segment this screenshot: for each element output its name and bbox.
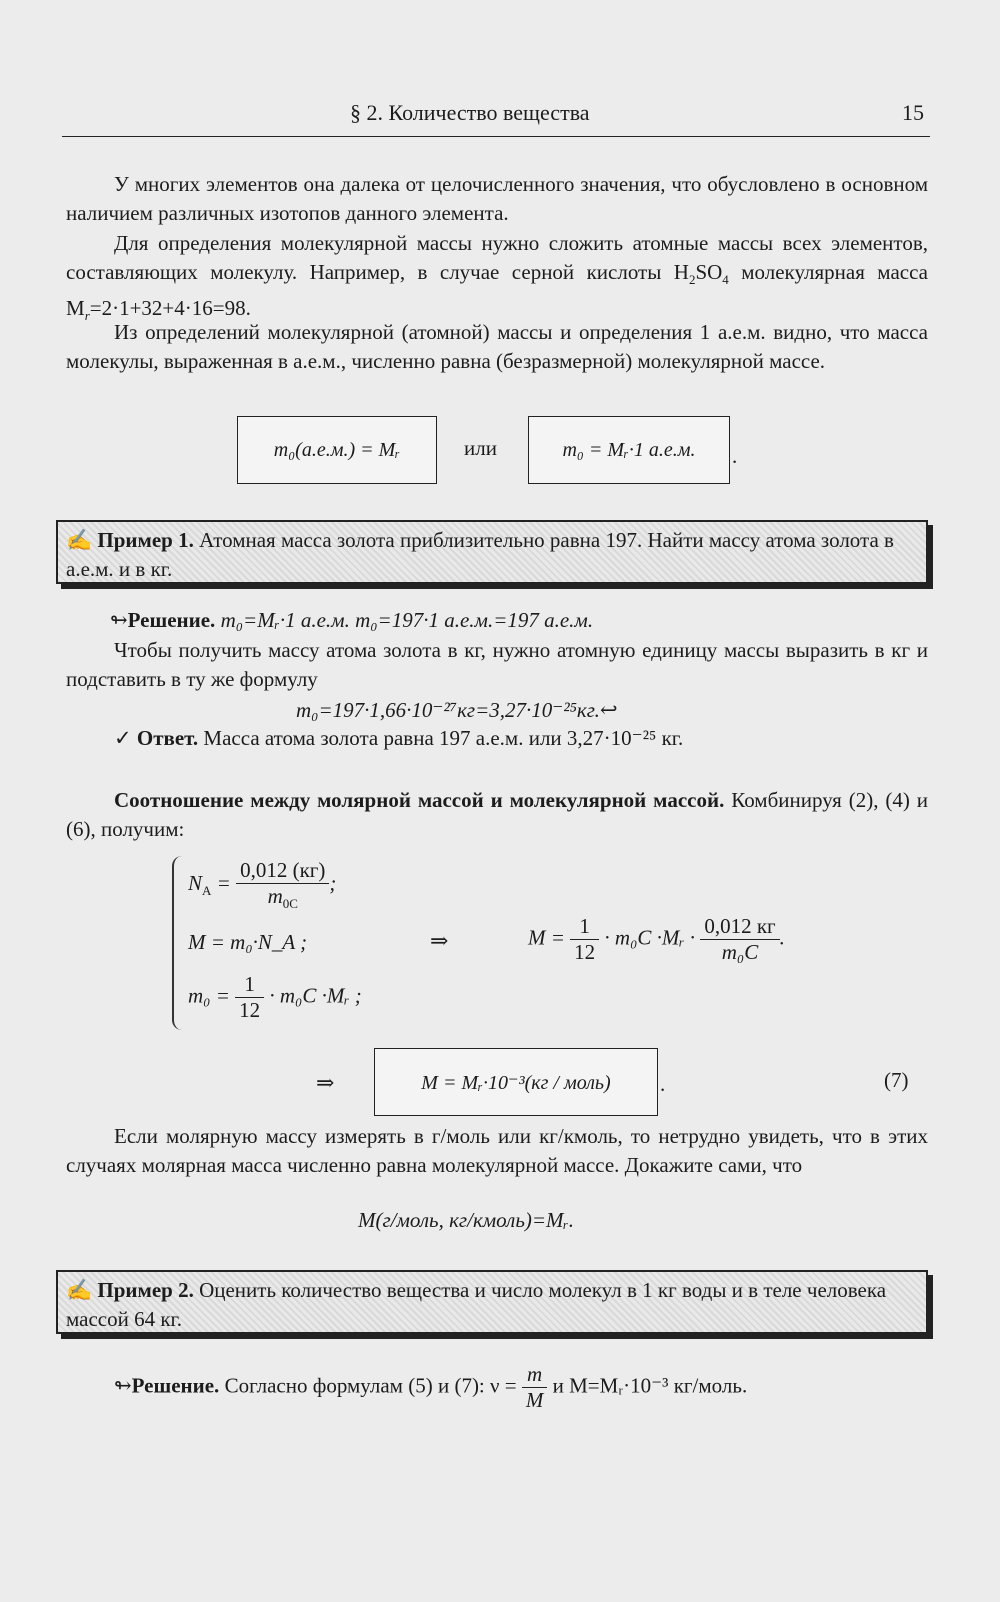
header-rule [62, 136, 930, 137]
paragraph-units: Если молярную массу измерять в г/моль или кг/кмоль, то нетрудно увидеть, что в этих случаях молярная масса численно равна молекулярной массе. Докажите сами, что [66, 1124, 928, 1177]
page-number: 15 [902, 100, 924, 125]
final-implies-arrow: ⇒ [316, 1070, 335, 1095]
example-1-solution: ↬Решение. m₀=Mᵣ·1 а.е.м. m₀=197·1 а.е.м.=197 а.е.м. [110, 608, 594, 632]
formula-box-2: m₀ = Mᵣ·1 а.е.м. [528, 416, 730, 484]
arrow-right-icon: ↬ [114, 1373, 132, 1398]
pencil-icon: ✍ [66, 1278, 98, 1302]
formula-box-1: m₀(а.е.м.) = Mᵣ [237, 416, 437, 484]
paragraph-molecular-mass: Для определения молекулярной массы нужно сложить атомные массы всех элементов, составляющих молекулу. Например, в случае серной кислоты $H_2SO_4$ молекулярная масса $M_r=2\cdot 1+32+4\cdot 16=98$. [66, 231, 928, 324]
checkmark-icon: ✓ [114, 726, 137, 750]
paragraph-isotopes: У многих элементов она далека от целочисленного значения, что обусловлено в основном наличием различных изотопов данного элемента. [66, 172, 928, 225]
example-1-answer: ✓ Ответ. Масса атома золота равна 197 а.е.м. или 3,27·10⁻²⁵ кг. [114, 726, 684, 750]
equation-number-7: (7) [884, 1068, 909, 1092]
example-1-formula: m₀=197·1,66·10⁻²⁷кг=3,27·10⁻²⁵кг.↩ [296, 698, 618, 722]
example-2-solution: ↬Решение. Согласно формулам (5) и (7): ν = $\frac{m}{M}$ и M=Mᵣ·10⁻³ кг/моль. [114, 1362, 748, 1412]
system-eq-2: M = m₀·N_A ; [188, 930, 308, 954]
result-equation: M = $\frac{1}{12}$ · m₀C ·Mᵣ · $\frac{0,012 кг}{\text{m₀C}}$ . [528, 914, 785, 964]
relation-paragraph: Соотношение между молярной массой и молекулярной массой. Комбинируя (2), (4) и (6), получим: [66, 788, 928, 841]
system-brace [172, 856, 188, 1030]
example-1-body: Чтобы получить массу атома золота в кг, нужно атомную единицу массы выразить в кг и подставить в ту же формулу [66, 638, 928, 691]
word-or: или [464, 436, 497, 460]
formula-dot: . [732, 444, 738, 468]
paragraph-definition: Из определений молекулярной (атомной) массы и определения 1 а.е.м. видно, что масса молекулы, выраженная в а.е.м., численно равна (безразмерной) молекулярной массе. [66, 320, 928, 373]
example-1-box: ✍ Пример 1. Атомная масса золота приблизительно равна 197. Найти массу атома золота в а.е.м. и в кг. [56, 520, 928, 584]
final-dot: . [660, 1072, 666, 1096]
units-formula: M(г/моль, кг/кмоль)=Mᵣ. [358, 1208, 574, 1232]
return-arrow-icon: ↩ [599, 698, 618, 722]
pencil-icon: ✍ [66, 528, 98, 552]
implies-arrow: ⇒ [430, 928, 449, 953]
example-2-box: ✍ Пример 2. Оценить количество вещества и число молекул в 1 кг воды и в теле человека массой 64 кг. [56, 1270, 928, 1334]
running-header-title: § 2. Количество вещества [350, 100, 590, 125]
formula-box-molar-mass: M = Mᵣ·10⁻³(кг / моль) [374, 1048, 658, 1116]
system-eq-3: m₀ = $\frac{1}{12}$ · m₀C ·Mᵣ ; [188, 972, 362, 1022]
system-eq-1: $N_A$ = $\frac{0,012 (кг)}{m_{0C}}$ ; [188, 858, 337, 912]
arrow-right-icon: ↬ [110, 608, 128, 632]
